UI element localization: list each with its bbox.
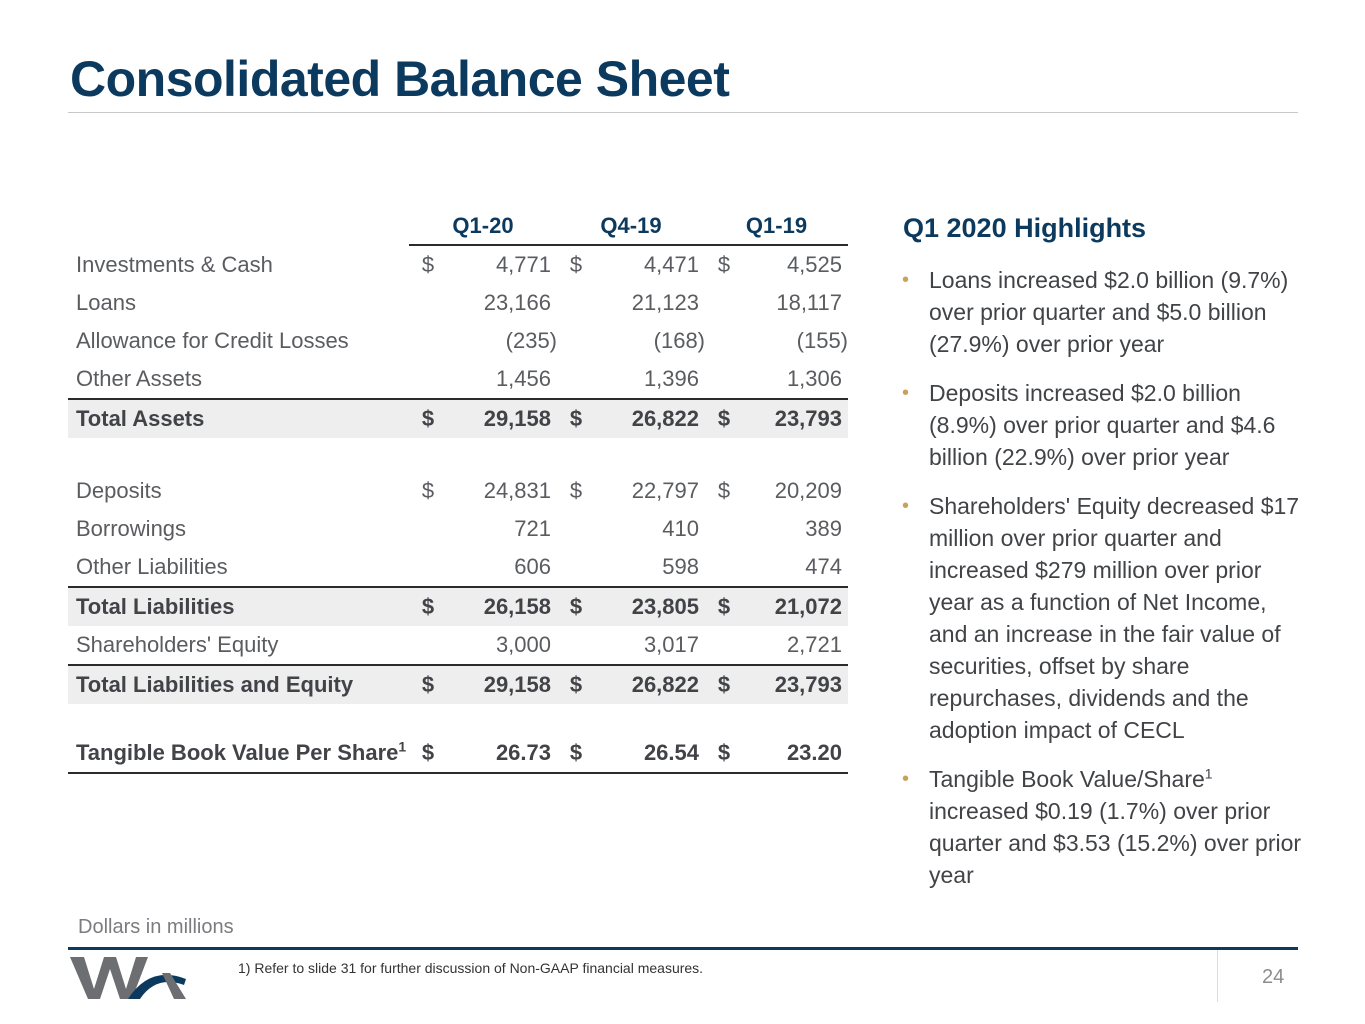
table-row xyxy=(68,626,848,665)
currency-symbol: $ xyxy=(569,478,583,503)
cell-value: (155) xyxy=(796,328,848,353)
currency-symbol: $ xyxy=(409,587,447,626)
cell-value: 4,771 xyxy=(495,252,551,277)
units-note: Dollars in millions xyxy=(78,916,234,938)
row-label: Total Liabilities xyxy=(68,587,409,626)
row-label: Other Assets xyxy=(76,366,202,391)
slide-title: Consolidated Balance Sheet xyxy=(70,51,730,107)
cell-value: 598 xyxy=(662,554,699,579)
table-row xyxy=(68,245,848,284)
balance-sheet-table xyxy=(68,208,848,774)
cell-value: 21,123 xyxy=(631,290,699,315)
footer-vertical-divider xyxy=(1217,950,1218,1002)
cell-value: 26,158 xyxy=(447,587,557,626)
cell-value: 389 xyxy=(805,516,842,541)
page-number: 24 xyxy=(1262,966,1285,988)
table-row xyxy=(68,510,848,548)
cell-value: 1,456 xyxy=(495,366,551,391)
table-row xyxy=(68,284,848,322)
currency-symbol: $ xyxy=(717,252,731,277)
cell-value: 1,396 xyxy=(643,366,699,391)
cell-value: 22,797 xyxy=(631,478,699,503)
currency-symbol: $ xyxy=(421,252,435,277)
table-row-total-assets xyxy=(68,399,848,438)
currency-symbol: $ xyxy=(421,478,435,503)
row-label: Total Liabilities and Equity xyxy=(68,665,409,704)
currency-symbol: $ xyxy=(409,399,447,438)
table-row xyxy=(68,360,848,399)
cell-value: 23.20 xyxy=(743,734,848,773)
cell-value: 20,209 xyxy=(774,478,842,503)
table-row xyxy=(68,472,848,510)
row-label: Borrowings xyxy=(76,516,187,541)
table-row-total-liabilities-equity xyxy=(68,665,848,704)
currency-symbol: $ xyxy=(705,665,743,704)
spacer-row xyxy=(68,438,848,472)
cell-value: 474 xyxy=(805,554,842,579)
row-label: Tangible Book Value Per Share$^1$ xyxy=(68,734,409,773)
bullet-icon: • xyxy=(902,269,910,291)
highlight-item: • Shareholders' Equity decreased $17 million over prior quarter and increased $279 million over prior year as a function of Net Income, and an increase in the fair value of securities, offset by share repurchases, dividends and the adoption impact of CECL xyxy=(902,490,1302,746)
currency-symbol: $ xyxy=(705,399,743,438)
company-logo-icon xyxy=(70,955,188,1001)
cell-value: 21,072 xyxy=(743,587,848,626)
column-header: Q4-19 xyxy=(557,208,705,245)
footer-divider xyxy=(68,947,1298,950)
cell-value: 4,525 xyxy=(786,252,842,277)
cell-value: 24,831 xyxy=(483,478,551,503)
currency-symbol: $ xyxy=(409,734,447,773)
row-label: Deposits xyxy=(76,478,162,503)
cell-value: 26,822 xyxy=(595,399,705,438)
cell-value: (168) xyxy=(653,328,705,353)
cell-value: 29,158 xyxy=(447,665,557,704)
cell-value: 26.73 xyxy=(447,734,557,773)
currency-symbol: $ xyxy=(705,734,743,773)
table-row xyxy=(68,322,848,360)
currency-symbol: $ xyxy=(557,665,595,704)
table-row-total-liabilities xyxy=(68,587,848,626)
row-label: Investments & Cash xyxy=(76,251,273,277)
cell-value: 721 xyxy=(514,516,551,541)
row-label: Loans xyxy=(76,290,136,315)
table-row xyxy=(68,548,848,587)
cell-value: 3,000 xyxy=(495,632,551,657)
bullet-icon: • xyxy=(902,495,910,517)
currency-symbol: $ xyxy=(717,478,731,503)
cell-value: 26,822 xyxy=(595,665,705,704)
cell-value: 1,306 xyxy=(786,366,842,391)
title-divider xyxy=(68,112,1298,113)
bullet-icon: • xyxy=(902,382,910,404)
cell-value: 3,017 xyxy=(643,632,699,657)
highlight-item: • Tangible Book Value/Share$^1$ increased $0.19 (1.7%) over prior quarter and $3.53 (15.2%) over prior year xyxy=(902,763,1302,891)
cell-value: 23,805 xyxy=(595,587,705,626)
footnote-text: 1) Refer to slide 31 for further discussion of Non-GAAP financial measures. xyxy=(238,960,704,976)
row-label: Total Assets xyxy=(68,399,409,438)
highlight-item: • Deposits increased $2.0 billion (8.9%) over prior quarter and $4.6 billion (22.9%) over prior year xyxy=(902,377,1302,473)
highlight-item: • Loans increased $2.0 billion (9.7%) over prior quarter and $5.0 billion (27.9%) over prior year xyxy=(902,264,1302,360)
spacer-row xyxy=(68,704,848,734)
footnote-marker: 1 xyxy=(398,738,407,755)
currency-symbol: $ xyxy=(705,587,743,626)
currency-symbol: $ xyxy=(409,665,447,704)
cell-value: 26.54 xyxy=(595,734,705,773)
cell-value: 18,117 xyxy=(776,290,842,315)
cell-value: 23,793 xyxy=(743,399,848,438)
cell-value: 23,793 xyxy=(743,665,848,704)
currency-symbol: $ xyxy=(569,252,583,277)
currency-symbol: $ xyxy=(557,587,595,626)
footnote-marker: 1 xyxy=(1204,765,1213,782)
cell-value: 23,166 xyxy=(483,290,551,315)
column-header: Q1-19 xyxy=(705,208,848,245)
cell-value: 4,471 xyxy=(643,252,699,277)
cell-value: 606 xyxy=(514,554,551,579)
currency-symbol: $ xyxy=(557,734,595,773)
currency-symbol: $ xyxy=(557,399,595,438)
row-label: Other Liabilities xyxy=(76,554,228,579)
cell-value: 2,721 xyxy=(786,632,842,657)
cell-value: 410 xyxy=(662,516,699,541)
row-label: Allowance for Credit Losses xyxy=(76,328,349,353)
table-row-tangible-book-value xyxy=(68,734,848,773)
row-label: Shareholders' Equity xyxy=(76,632,279,657)
table-header-row xyxy=(68,208,848,245)
bullet-icon: • xyxy=(902,768,910,790)
column-header: Q1-20 xyxy=(409,208,557,245)
cell-value: (235) xyxy=(505,328,557,353)
highlights-list xyxy=(902,264,1302,908)
highlights-title: Q1 2020 Highlights xyxy=(903,213,1147,243)
cell-value: 29,158 xyxy=(447,399,557,438)
